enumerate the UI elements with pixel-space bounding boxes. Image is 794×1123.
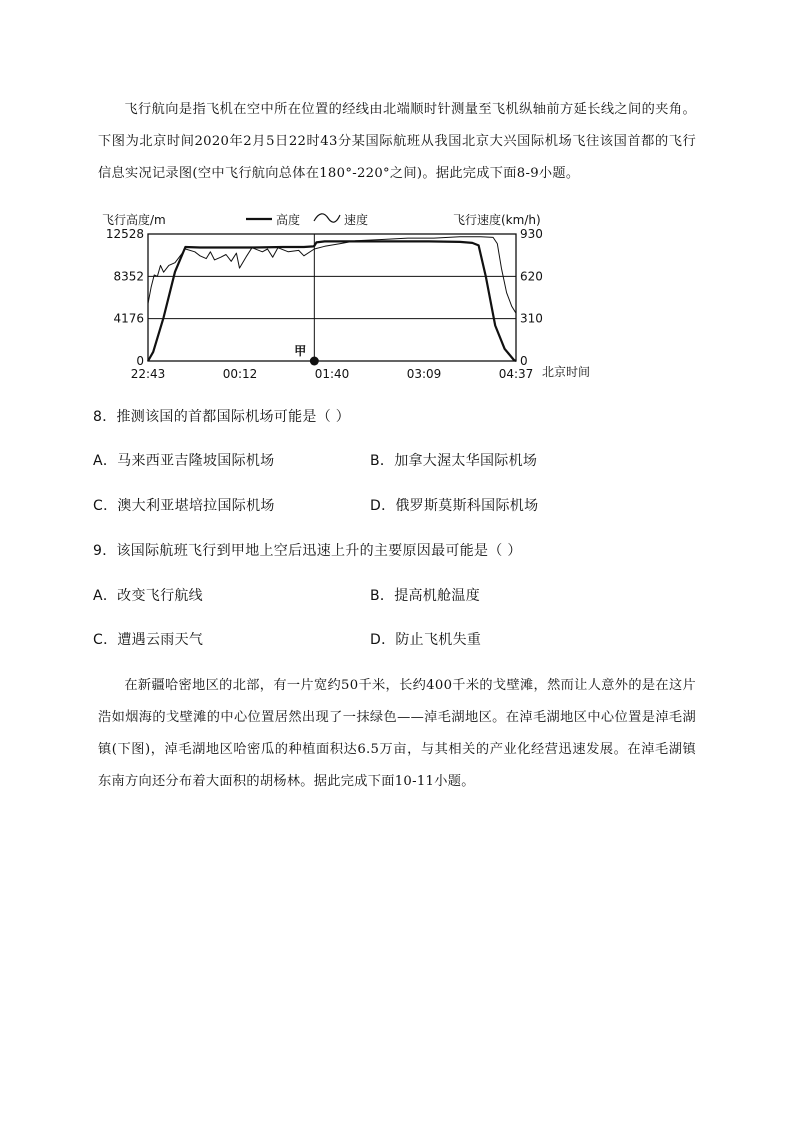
q9-option-d[interactable]: D．防止飞机失重 [370, 632, 482, 648]
marker-jia-label: 甲 [294, 344, 307, 358]
x-tick-label: 03:09 [406, 367, 442, 381]
y-left-tick-label: 12528 [105, 227, 144, 241]
plot-frame [148, 234, 516, 361]
legend-speed-swatch [314, 214, 340, 222]
intro-paragraph: 飞行航向是指飞机在空中所在位置的经线由北端顺时针测量至飞机纵轴前方延长线之间的夹角。下图为北京时间2020年2月5日22时43分某国际航班从我国北京大兴国际机场飞往该国首都的飞行信息实况记录图(空中飞行航向总体在180°-220°之间)。据此完成下面8-9小题。 [98, 102, 696, 181]
q8-option-a[interactable]: A．马来西亚吉隆坡国际机场 [93, 453, 275, 469]
y-right-tick-label: 310 [520, 311, 543, 326]
q8-option-d[interactable]: D．俄罗斯莫斯科国际机场 [370, 498, 539, 514]
y-left-tick-label: 0 [136, 354, 144, 368]
q8-option-c[interactable]: C．澳大利亚堪培拉国际机场 [93, 498, 275, 514]
y-right-label: 飞行速度(km/h) [453, 213, 541, 227]
x-tick-label: 04:37 [498, 367, 534, 381]
y-left-tick-label: 8352 [113, 269, 144, 284]
question-8-stem: 8．推测该国的首都国际机场可能是（ ） [93, 409, 351, 425]
y-right-tick-label: 0 [520, 354, 528, 368]
x-tick-label: 22:43 [130, 367, 166, 381]
y-left-label: 飞行高度/m [102, 213, 166, 227]
marker-jia-dot [310, 357, 319, 366]
q9-option-a[interactable]: A．改变飞行航线 [93, 588, 203, 604]
y-right-tick-label: 930 [520, 227, 543, 241]
y-right-tick-label: 620 [520, 269, 543, 284]
x-tick-label: 01:40 [314, 367, 350, 381]
q9-option-c[interactable]: C．遭遇云雨天气 [93, 632, 204, 648]
q8-option-b[interactable]: B．加拿大渥太华国际机场 [370, 453, 538, 469]
passage-2-paragraph: 在新疆哈密地区的北部，有一片宽约50千米，长约400千米的戈壁滩，然而让人意外的是在这片浩如烟海的戈壁滩的中心位置居然出现了一抹绿色——淖毛湖地区。在淖毛湖地区中心位置是淖毛湖镇(下图)，淖毛湖地区哈密瓜的种植面积达6.5万亩，与其相关的产业化经营迅速发展。在淖毛湖镇东南方向还分布着大面积的胡杨林。据此完成下面10-11小题。 [98, 678, 696, 789]
legend-speed-label: 速度 [344, 213, 369, 227]
y-left-tick-label: 4176 [113, 311, 144, 326]
x-tick-label: 00:12 [222, 367, 258, 381]
question-9-stem: 9．该国际航班飞行到甲地上空后迅速上升的主要原因最可能是（ ） [93, 543, 522, 559]
q9-option-b[interactable]: B．提高机舱温度 [370, 588, 481, 604]
x-axis-label: 北京时间 [542, 365, 591, 379]
series-height-line [148, 241, 516, 361]
legend-height-label: 高度 [276, 213, 301, 227]
flight-chart-svg [100, 204, 610, 384]
flight-chart [100, 204, 610, 384]
